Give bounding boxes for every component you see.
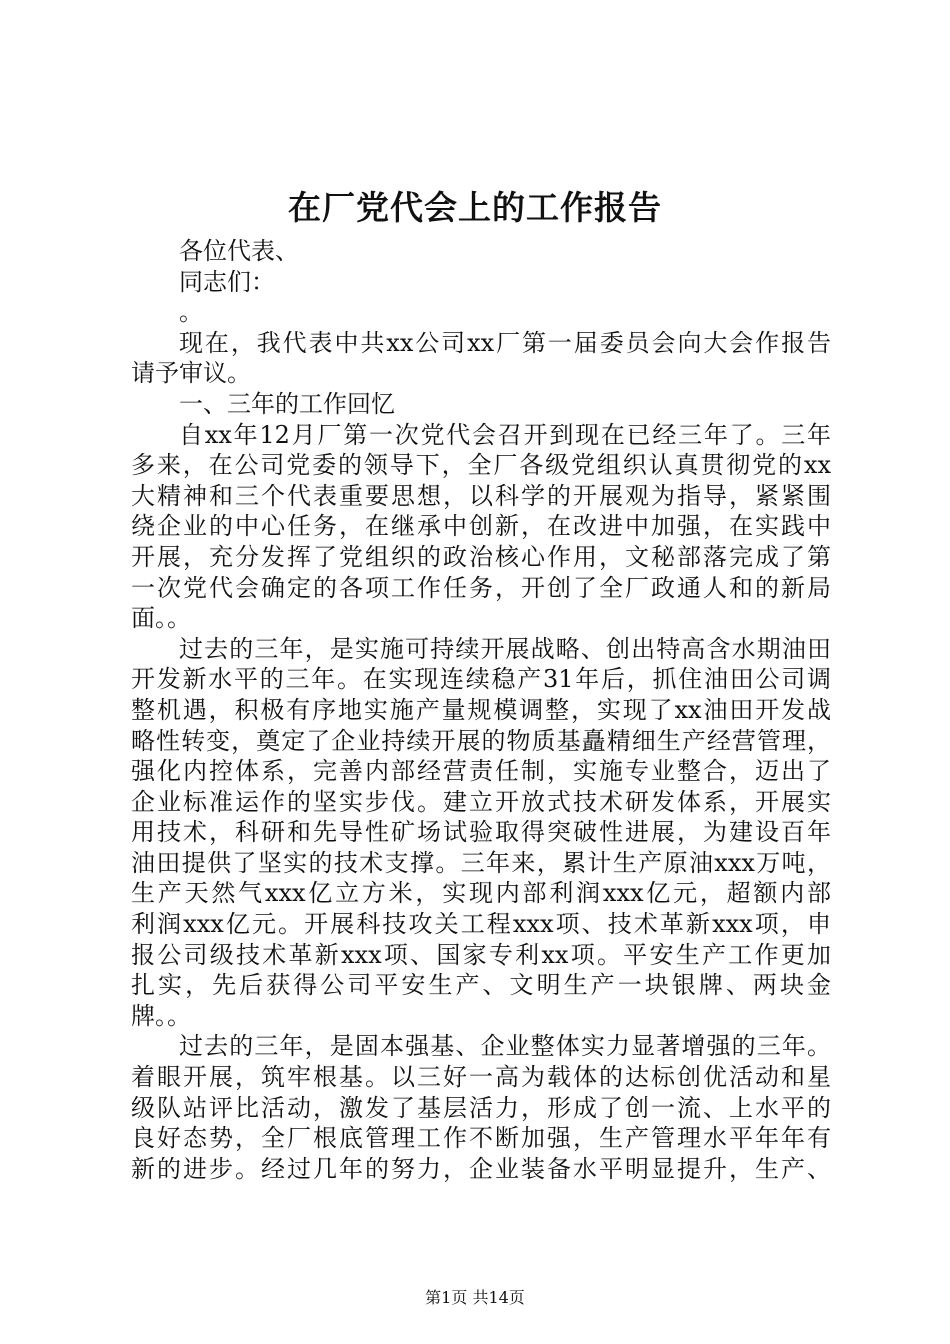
text-line: 用技术，科研和先导性矿场试验取得突破性进展，为建设百年 bbox=[131, 818, 831, 847]
document-title: 在厂党代会上的工作报告 bbox=[288, 188, 662, 227]
text-line: 企业标准运作的坚实步伐。建立开放式技术研发体系，开展实 bbox=[131, 787, 831, 816]
text-line: 新的进步。经过几年的努力，企业装备水平明显提升，生产、 bbox=[131, 1154, 831, 1183]
text-line: 油田提供了坚实的技术支撑。三年来，累计生产原油xxx万吨， bbox=[131, 848, 831, 877]
text-line: 过去的三年，是实施可持续开展战略、创出特高含水期油田 bbox=[179, 634, 831, 663]
text-line: 现在，我代表中共xx公司xx厂第一届委员会向大会作报告 bbox=[179, 328, 831, 357]
text-line: 整机遇，积极有序地实施产量规模调整，实现了xx油田开发战 bbox=[131, 695, 831, 724]
text-line: 。 bbox=[179, 298, 203, 327]
text-line: 强化内控体系，完善内部经营责任制，实施专业整合，迈出了 bbox=[131, 757, 831, 786]
text-line: 多来，在公司党委的领导下，全厂各级党组织认真贯彻党的xx bbox=[131, 451, 831, 480]
salutation-line: 各位代表、 bbox=[179, 237, 299, 265]
text-line: 略性转变，奠定了企业持续开展的物质基矗精细生产经营管理， bbox=[131, 726, 831, 755]
document-body bbox=[131, 236, 831, 1184]
text-line: 着眼开展，筑牢根基。以三好一高为载体的达标创优活动和星 bbox=[131, 1063, 831, 1092]
page-footer: 第1页 共14页 bbox=[425, 1288, 525, 1307]
text-line: 利润xxx亿元。开展科技攻关工程xxx项、技术革新xxx项，申 bbox=[131, 910, 831, 939]
text-line: 过去的三年，是固本强基、企业整体实力显著增强的三年。 bbox=[179, 1032, 831, 1061]
text-line: 开发新水平的三年。在实现连续稳产31年后，抓住油田公司调 bbox=[131, 665, 831, 694]
text-line: 级队站评比活动，激发了基层活力，形成了创一流、上水平的 bbox=[131, 1093, 831, 1122]
text-line: 牌。。 bbox=[131, 1001, 191, 1030]
text-line: 开展，充分发挥了党组织的政治核心作用，文秘部落完成了第 bbox=[131, 542, 831, 571]
text-line: 大精神和三个代表重要思想，以科学的开展观为指导，紧紧围 bbox=[131, 481, 831, 510]
text-line: 一次党代会确定的各项工作任务，开创了全厂政通人和的新局 bbox=[131, 573, 831, 602]
salutation-line: 同志们： bbox=[179, 267, 275, 296]
section-heading: 一、三年的工作回忆 bbox=[179, 389, 395, 418]
text-line: 绕企业的中心任务，在继承中创新，在改进中加强，在实践中 bbox=[131, 512, 831, 541]
text-line: 良好态势，全厂根底管理工作不断加强，生产管理水平年年有 bbox=[131, 1124, 831, 1153]
text-line: 面。。 bbox=[131, 604, 191, 633]
text-line: 报公司级技术革新xxx项、国家专利xx项。平安生产工作更加 bbox=[131, 940, 831, 969]
text-line: 请予审议。 bbox=[131, 359, 251, 388]
text-line: 自xx年12月厂第一次党代会召开到现在已经三年了。三年 bbox=[179, 420, 831, 449]
text-line: 生产天然气xxx亿立方米，实现内部利润xxx亿元，超额内部 bbox=[131, 879, 831, 908]
text-line: 扎实，先后获得公司平安生产、文明生产一块银牌、两块金 bbox=[131, 971, 831, 1000]
